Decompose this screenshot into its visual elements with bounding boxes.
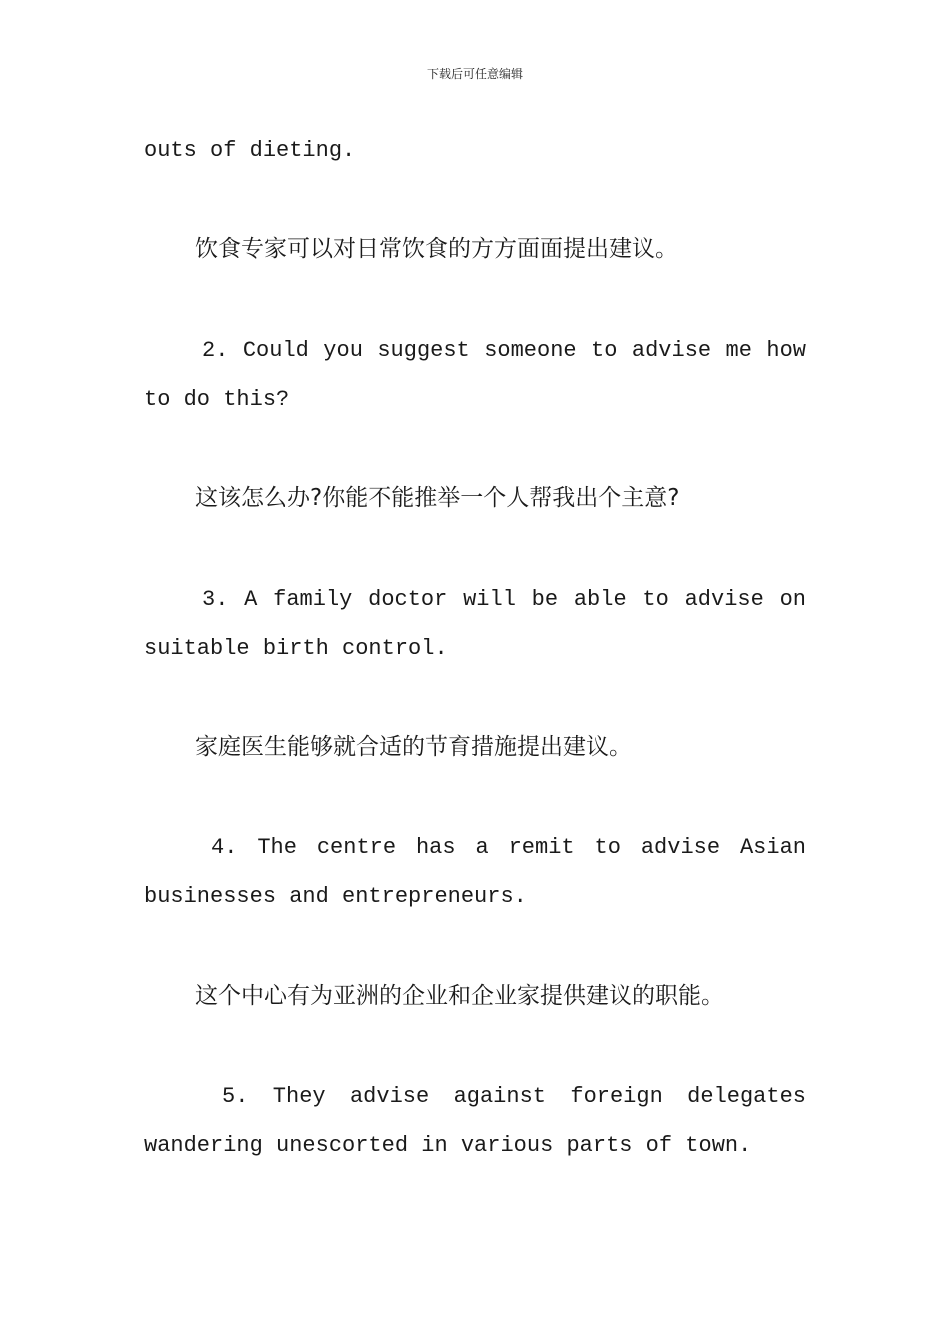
- text-line: wandering unescorted in various parts of town.: [144, 1133, 752, 1158]
- text-line: 4. The centre has a remit to advise Asian: [211, 835, 806, 860]
- text-line: 5. They advise against foreign delegates: [222, 1084, 806, 1109]
- english-example-2: [144, 326, 806, 424]
- chinese-translation: 饮食专家可以对日常饮食的方方面面提出建议。: [195, 236, 678, 262]
- text-line: suitable birth control.: [144, 636, 448, 661]
- chinese-translation: 这该怎么办?你能不能推举一个人帮我出个主意?: [195, 485, 680, 511]
- english-paragraph: [144, 126, 806, 175]
- text-line: 3. A family doctor will be able to advise on: [202, 587, 806, 612]
- chinese-translation: 这个中心有为亚洲的企业和企业家提供建议的职能。: [195, 983, 724, 1009]
- text-line: to do this?: [144, 387, 290, 412]
- chinese-translation: 家庭医生能够就合适的节育措施提出建议。: [195, 734, 632, 760]
- text-line: 2. Could you suggest someone to advise me how: [202, 338, 806, 363]
- text-line: outs of dieting.: [144, 138, 356, 163]
- english-example-3: [144, 575, 806, 673]
- page-header: 下载后可任意编辑: [426, 67, 523, 81]
- text-line: businesses and entrepreneurs.: [144, 884, 527, 909]
- english-example-4: [144, 823, 806, 921]
- english-example-5: [144, 1072, 806, 1170]
